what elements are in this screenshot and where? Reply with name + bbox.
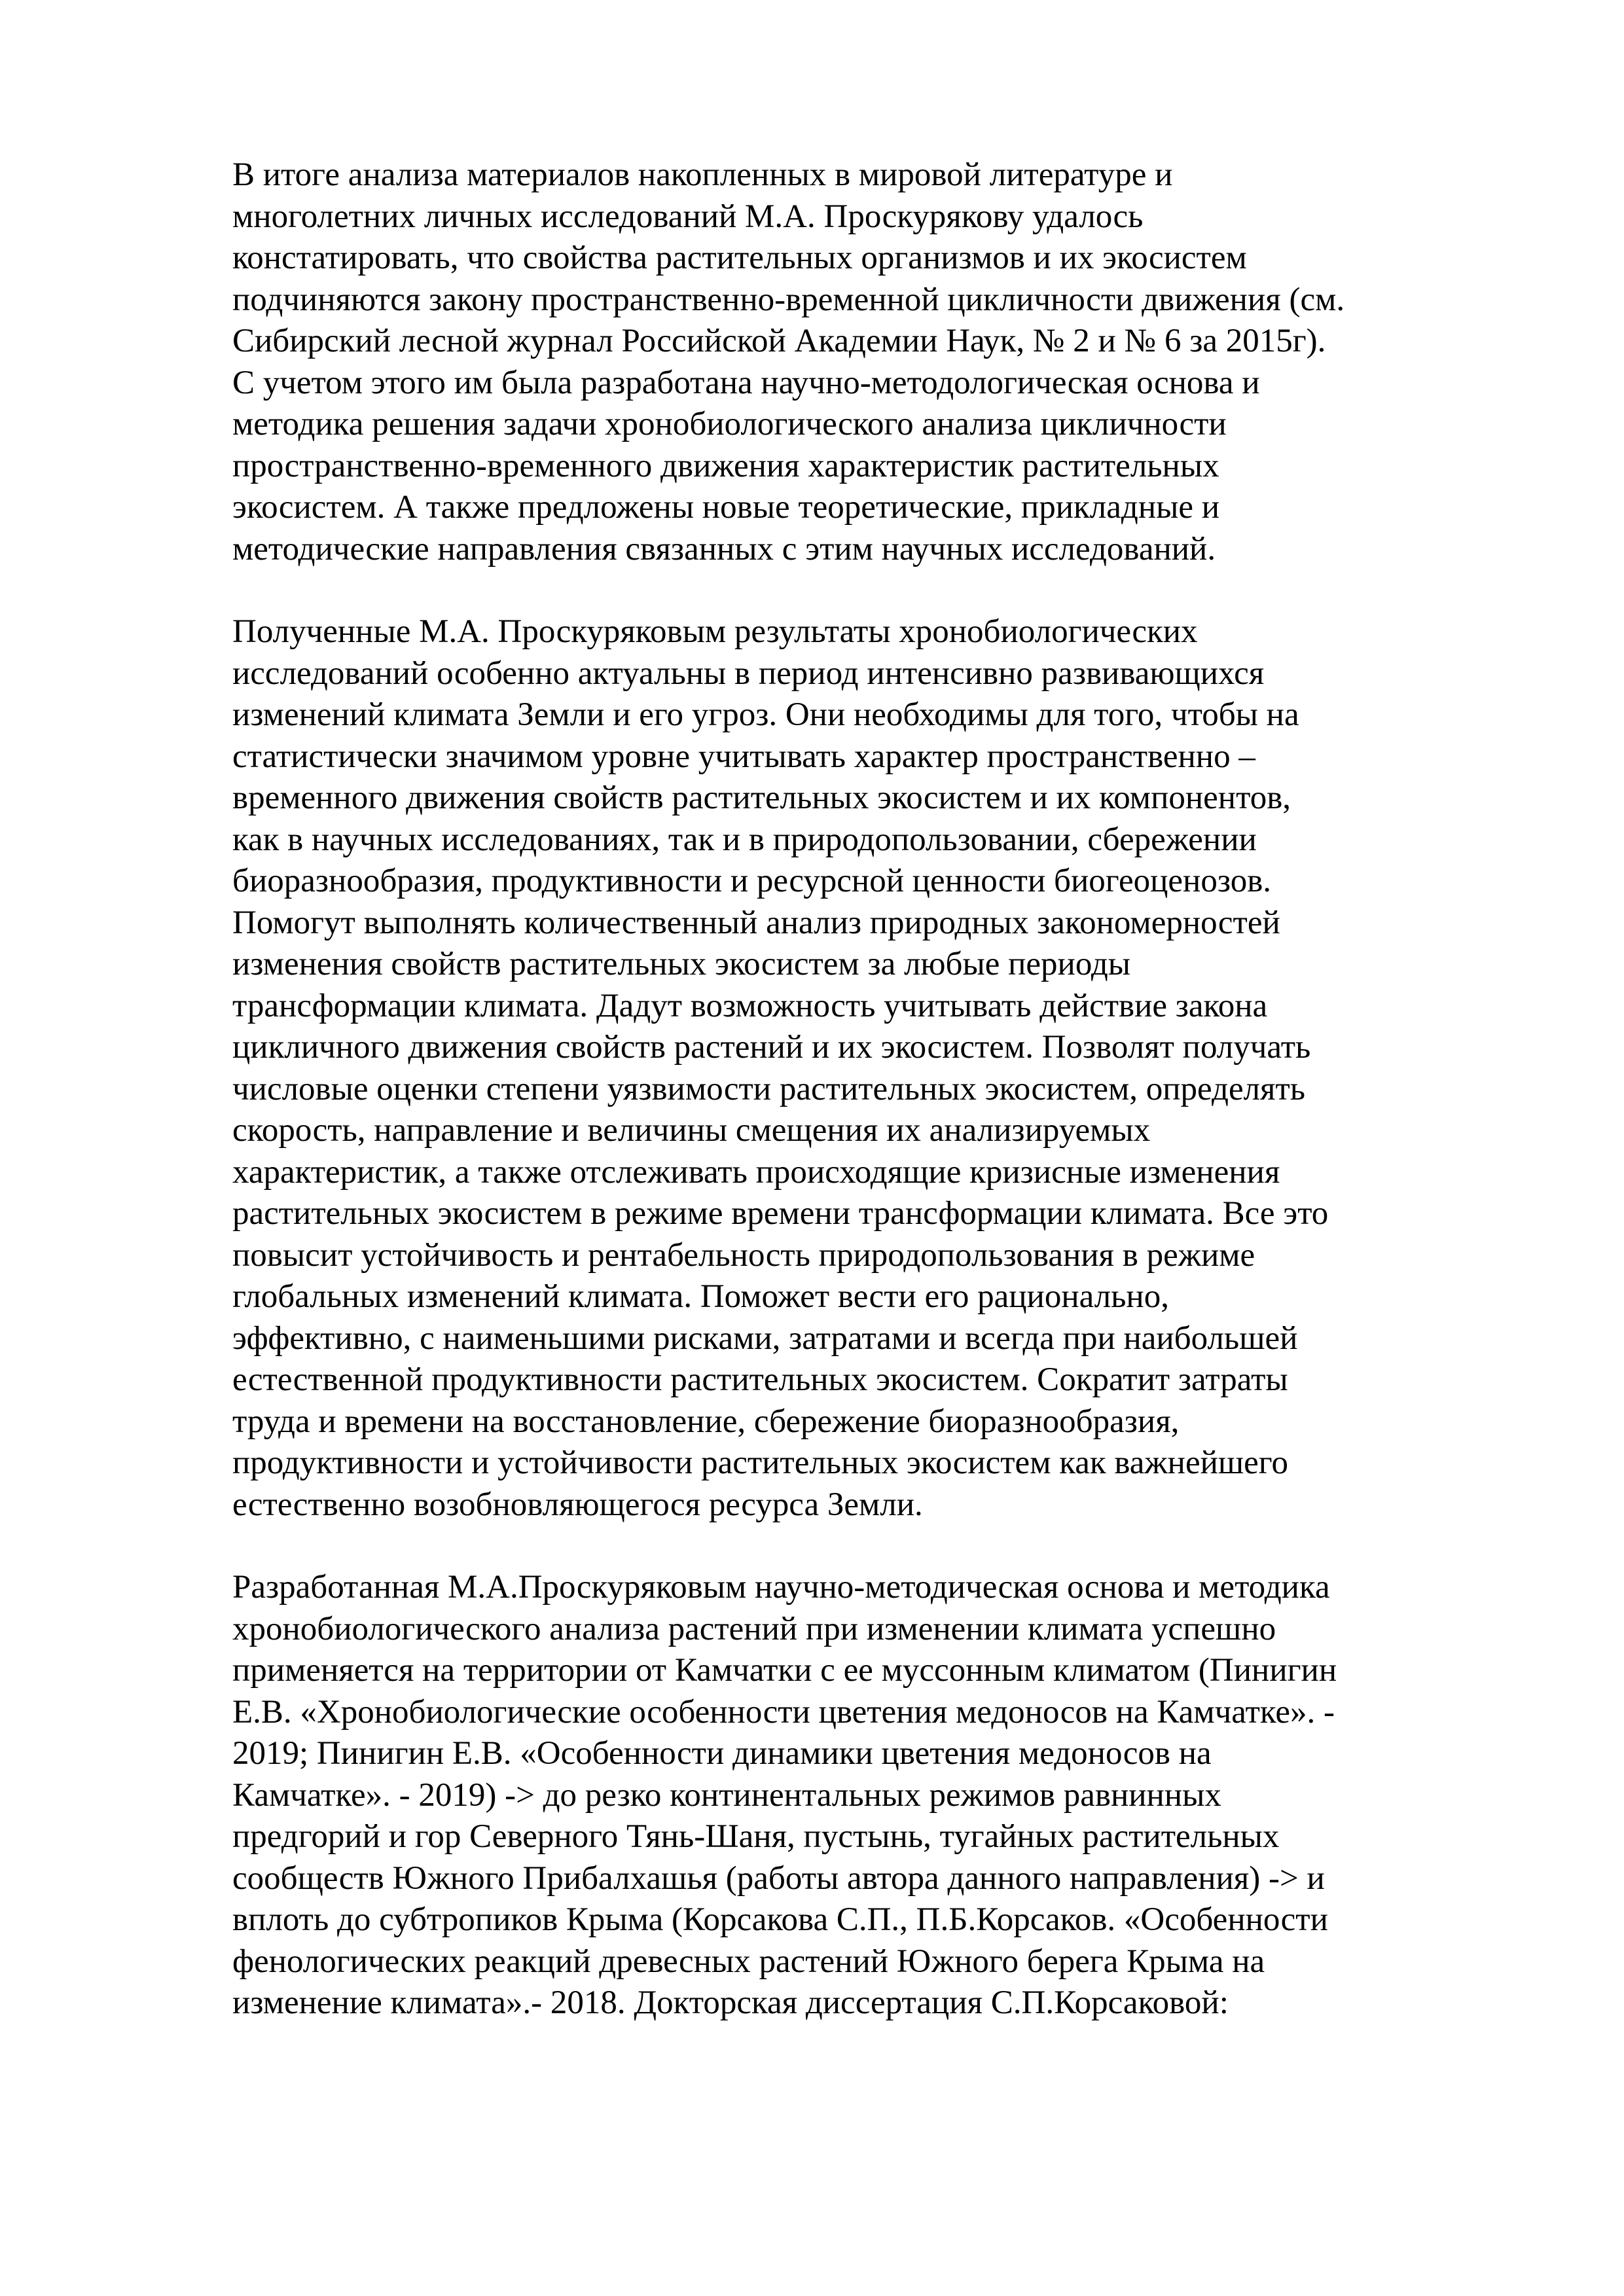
text-line: хронобиологического анализа растений при изменении климата успешно (232, 1610, 1276, 1647)
text-line: глобальных изменений климата. Поможет вести его рационально, (232, 1278, 1169, 1315)
document-page (232, 154, 1476, 2066)
text-line: эффективно, с наименьшими рисками, затратами и всегда при наибольшей (232, 1319, 1298, 1357)
text-line: биоразнообразия, продуктивности и ресурсной ценности биогеоценозов. (232, 863, 1272, 899)
text-line: естественно возобновляющегося ресурса Земли. (232, 1486, 923, 1523)
paragraph-3 (232, 1567, 1476, 2024)
paragraph-2 (232, 611, 1476, 1526)
text-line: предгорий и гор Северного Тянь-Шаня, пустынь, тугайных растительных (232, 1818, 1280, 1855)
text-line: экосистем. А также предложены новые теоретические, прикладные и (232, 489, 1220, 526)
text-line: естественной продуктивности растительных экосистем. Сократит затраты (232, 1361, 1288, 1398)
text-line: сообществ Южного Прибалхашья (работы автора данного направления) -> и (232, 1859, 1325, 1897)
text-line: трансформации климата. Дадут возможность учитывать действие закона (232, 987, 1268, 1024)
text-line: изменений климата Земли и его угроз. Они необходимы для того, чтобы на (232, 696, 1299, 733)
text-line: 2019; Пинигин Е.В. «Особенности динамики цветения медоносов на (232, 1735, 1212, 1772)
text-line: исследований особенно актуальны в период интенсивно развивающихся (232, 655, 1265, 692)
text-line: С учетом этого им была разработана научно-методологическая основа и (232, 364, 1260, 401)
text-line: как в научных исследованиях, так и в природопользовании, сбережении (232, 821, 1257, 858)
text-line: подчиняются закону пространственно-временной цикличности движения (см. (232, 281, 1345, 318)
text-line: характеристик, а также отслеживать происходящие кризисные изменения (232, 1153, 1280, 1191)
text-line: применяется на территории от Камчатки с ее муссонным климатом (Пинигин (232, 1652, 1337, 1689)
text-line: вплоть до субтропиков Крыма (Корсакова С.П., П.Б.Корсаков. «Особенности (232, 1901, 1328, 1938)
text-line: констатировать, что свойства растительных организмов и их экосистем (232, 240, 1247, 276)
text-line: скорость, направление и величины смещения их анализируемых (232, 1112, 1151, 1149)
text-line: методика решения задачи хронобиологического анализа цикличности (232, 406, 1227, 442)
text-line: изменения свойств растительных экосистем за любые периоды (232, 946, 1131, 982)
text-line: пространственно-временного движения характеристик растительных (232, 447, 1219, 484)
text-line: методические направления связанных с этим научных исследований. (232, 530, 1216, 567)
text-line: фенологических реакций древесных растений Южного берега Крыма на (232, 1943, 1265, 1980)
text-line: растительных экосистем в режиме времени трансформации климата. Все это (232, 1195, 1329, 1232)
text-line: временного движения свойств растительных экосистем и их компонентов, (232, 780, 1291, 816)
text-line: В итоге анализа материалов накопленных в мировой литературе и (232, 156, 1173, 193)
text-line: числовые оценки степени уязвимости растительных экосистем, определять (232, 1070, 1306, 1107)
text-line: повысит устойчивость и рентабельность природопользования в режиме (232, 1236, 1255, 1274)
text-line: Полученные М.А. Проскуряковым результаты хронобиологических (232, 613, 1198, 650)
text-line: Разработанная М.А.Проскуряковым научно-методическая основа и методика (232, 1569, 1330, 1605)
text-line: Сибирский лесной журнал Российской Академии Наук, № 2 и № 6 за 2015г). (232, 323, 1326, 359)
text-line: статистически значимом уровне учитывать характер пространственно – (232, 738, 1255, 775)
text-line: цикличного движения свойств растений и их экосистем. Позволят получать (232, 1029, 1311, 1066)
text-line: Помогут выполнять количественный анализ природных закономерностей (232, 904, 1280, 941)
paragraph-1 (232, 154, 1476, 570)
text-line: Е.В. «Хронобиологические особенности цветения медоносов на Камчатке». - (232, 1693, 1335, 1731)
text-line: продуктивности и устойчивости растительных экосистем как важнейшего (232, 1444, 1288, 1481)
text-line: многолетних личных исследований М.А. Проскурякову удалось (232, 198, 1144, 235)
text-line: Камчатке». - 2019) -> до резко континентальных режимов равнинных (232, 1776, 1221, 1814)
text-line: труда и времени на восстановление, сбережение биоразнообразия, (232, 1403, 1180, 1440)
text-line: изменение климата».- 2018. Докторская диссертация С.П.Корсаковой: (232, 1984, 1229, 2021)
